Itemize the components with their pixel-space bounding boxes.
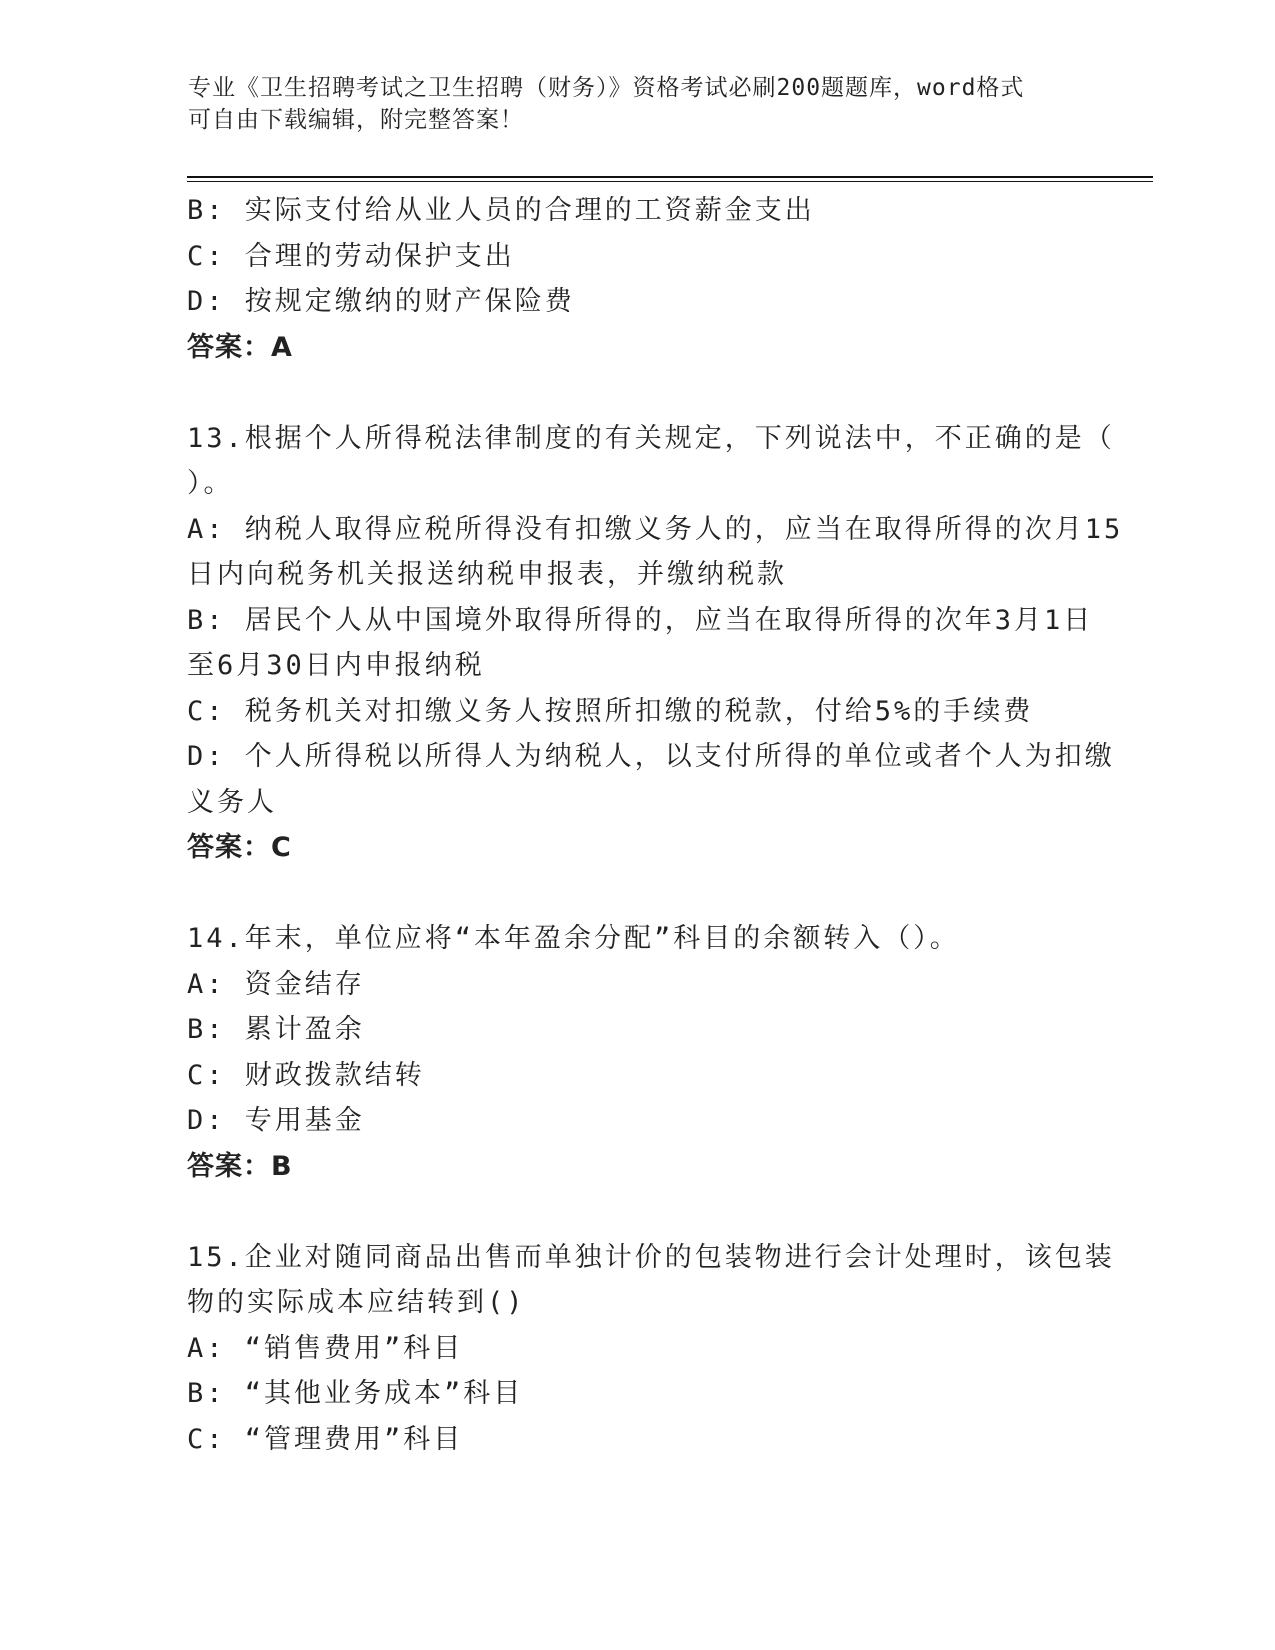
option-d-line-2: 义务人 [187, 786, 277, 818]
answer: 答案：B [187, 1150, 293, 1182]
option-a: A: 资金结存 [187, 968, 365, 1000]
question-text: 14.年末，单位应将“本年盈余分配”科目的余额转入（）。 [187, 923, 960, 954]
option-c: C: 财政拨款结转 [187, 1059, 425, 1091]
option-b: B: 累计盈余 [187, 1014, 365, 1045]
option-c: C: 合理的劳动保护支出 [187, 240, 515, 272]
question-gap [187, 370, 1087, 416]
question-15 [187, 1235, 1115, 1463]
option-a: A: “销售费用”科目 [187, 1332, 464, 1364]
question-13 [187, 416, 1124, 871]
question-14 [187, 916, 1087, 1189]
option-d-line-1: D: 个人所得税以所得人为纳税人，以支付所得的单位或者个人为扣缴 [187, 741, 1115, 772]
header-title-line-1: 专业《卫生招聘考试之卫生招聘（财务）》资格考试必刷200题题库，word格式 [188, 75, 1025, 101]
question-gap [187, 871, 1087, 917]
question-list [187, 188, 1124, 1462]
document-header [188, 72, 1088, 136]
answer: 答案：A [187, 331, 293, 363]
option-d: D: 专用基金 [187, 1105, 365, 1136]
option-c: C: “管理费用”科目 [187, 1423, 464, 1455]
option-b-line-1: B: 居民个人从中国境外取得所得的，应当在取得所得的次年3月1日 [187, 604, 1094, 636]
question-gap [187, 1189, 1087, 1235]
option-b-line-2: 至6月30日内申报纳税 [187, 650, 485, 681]
question-text-line-1: 13.根据个人所得税法律制度的有关规定，下列说法中，不正确的是（ [187, 422, 1115, 454]
question-text-line-2: ）。 [187, 468, 234, 499]
header-divider-thin [187, 181, 1153, 182]
header-divider-thick [187, 176, 1153, 178]
option-d: D: 按规定缴纳的财产保险费 [187, 286, 575, 317]
option-b: B: 实际支付给从业人员的合理的工资薪金支出 [187, 195, 815, 226]
option-a-line-2: 日内向税务机关报送纳税申报表，并缴纳税款 [187, 559, 787, 590]
option-a-line-1: A: 纳税人取得应税所得没有扣缴义务人的，应当在取得所得的次月15 [187, 513, 1124, 545]
option-b: B: “其他业务成本”科目 [187, 1378, 524, 1409]
option-c: C: 税务机关对扣缴义务人按照所扣缴的税款，付给5%的手续费 [187, 695, 1034, 727]
question-12-continued [187, 188, 1087, 370]
question-text-line-2: 物的实际成本应结转到() [187, 1287, 526, 1318]
question-text-line-1: 15.企业对随同商品出售而单独计价的包装物进行会计处理时，该包装 [187, 1241, 1115, 1273]
header-title-line-2: 可自由下载编辑，附完整答案！ [188, 107, 524, 133]
answer: 答案：C [187, 832, 292, 863]
